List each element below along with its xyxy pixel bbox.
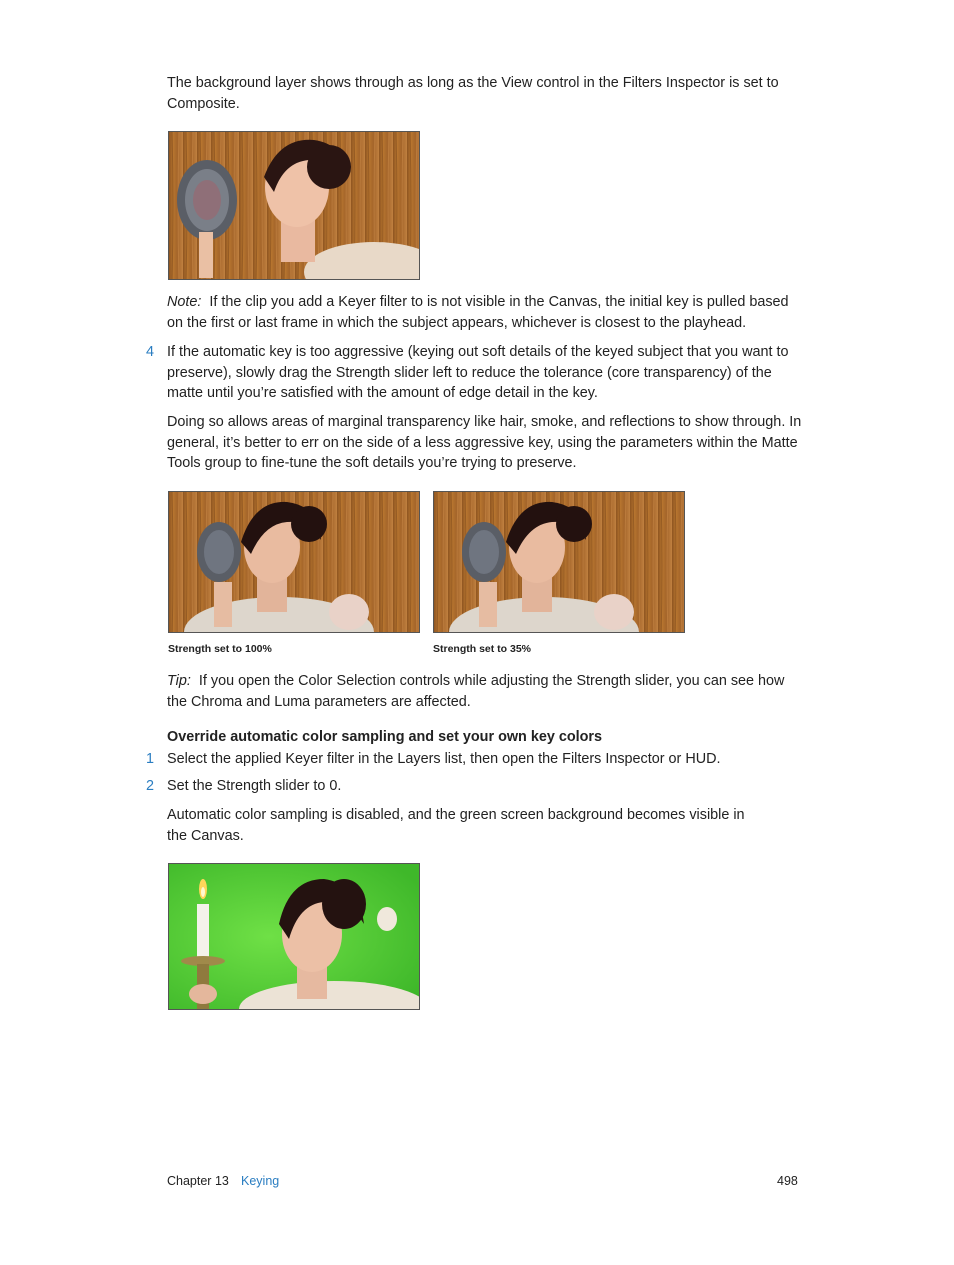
green-screen-photo [168,863,420,1010]
footer-section-link[interactable]: Keying [241,1174,280,1188]
note-label: Note: [167,294,202,310]
caption-strength-100: Strength set to 100% [168,643,272,655]
tip-paragraph [167,671,807,712]
step-text: If the automatic key is too aggressive (keying out soft details of the keyed subject that you want to preserve), slowly drag the Strength slider left to reduce the tolerance (core transparency) of the matte until you’re satisfied with the amount of edge detail in the key. [167,344,789,402]
composite-photo [168,131,420,280]
tip-label: Tip: [167,673,191,689]
note-text: If the clip you add a Keyer filter to is not visible in the Canvas, the initial key is pulled based on the first or last frame in which the subject appears, whichever is closest to the playhead. [167,294,789,331]
tip-text: If you open the Color Selection controls while adjusting the Strength slider, you can see how the Chroma and Luma parameters are affected. [167,673,785,710]
step-number: 4 [146,344,155,360]
doing-so-paragraph: Doing so allows areas of marginal transparency like hair, smoke, and reflections to show through. In general, it’s better to err on the side of a less aggressive key, using the parameters within the Matte Tools group to fine-tune the soft details you’re trying to preserve. [167,414,802,472]
strength-100-photo [168,491,420,633]
step-number: 2 [146,778,155,794]
footer-chapter: Chapter 13 [167,1174,229,1188]
note-paragraph [167,292,807,333]
intro-paragraph: The background layer shows through as long as the View control in the Filters Inspector is set to Composite. [167,75,779,112]
step-text: Select the applied Keyer filter in the Layers list, then open the Filters Inspector or HUD. [167,751,721,767]
task-heading: Override automatic color sampling and set your own key colors [167,729,603,745]
strength-35-photo [433,491,685,633]
page-number: 498 [777,1174,798,1188]
auto-sampling-paragraph: Automatic color sampling is disabled, and the green screen background becomes visible in the Canvas. [167,807,745,844]
step-number: 1 [146,751,155,767]
caption-strength-35: Strength set to 35% [433,643,532,655]
step-text: Set the Strength slider to 0. [167,778,342,794]
